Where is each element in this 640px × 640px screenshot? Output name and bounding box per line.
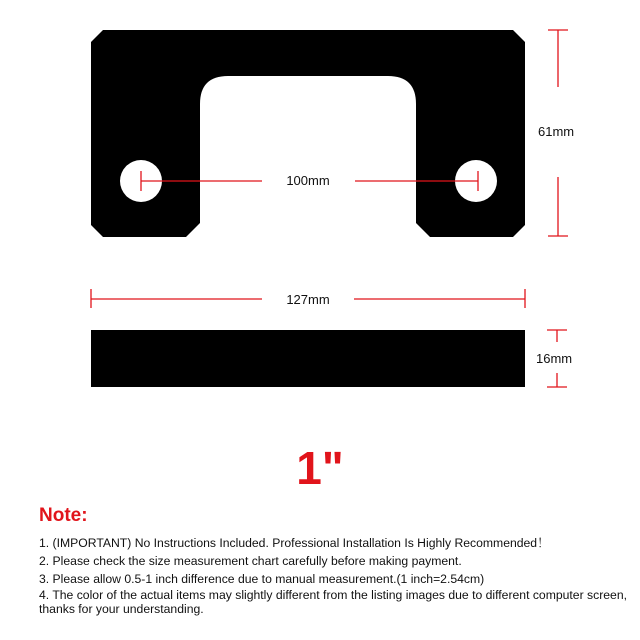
note-item-3: 3. Please allow 0.5-1 inch difference due to manual measurement.(1 inch=2.54cm)	[39, 572, 485, 586]
size-label: 1"	[296, 442, 344, 494]
note-item-4: 4. The color of the actual items may slightly different from the listing images due to different computer screen, thanks for your understanding.	[39, 588, 627, 616]
note-item-1: 1. (IMPORTANT) No Instructions Included. Professional Installation Is Highly Recommended！	[39, 536, 550, 550]
height-label: 61mm	[538, 124, 575, 139]
notes-list	[39, 534, 629, 616]
length-label: 127mm	[286, 292, 330, 307]
thickness-label: 16mm	[536, 351, 573, 366]
hole-spacing-label: 100mm	[286, 173, 330, 188]
note-title: Note:	[39, 505, 88, 526]
bracket-side-view	[91, 330, 525, 387]
note-item-2: 2. Please check the size measurement chart carefully before making payment.	[39, 554, 462, 568]
bracket-top-view	[91, 30, 525, 237]
